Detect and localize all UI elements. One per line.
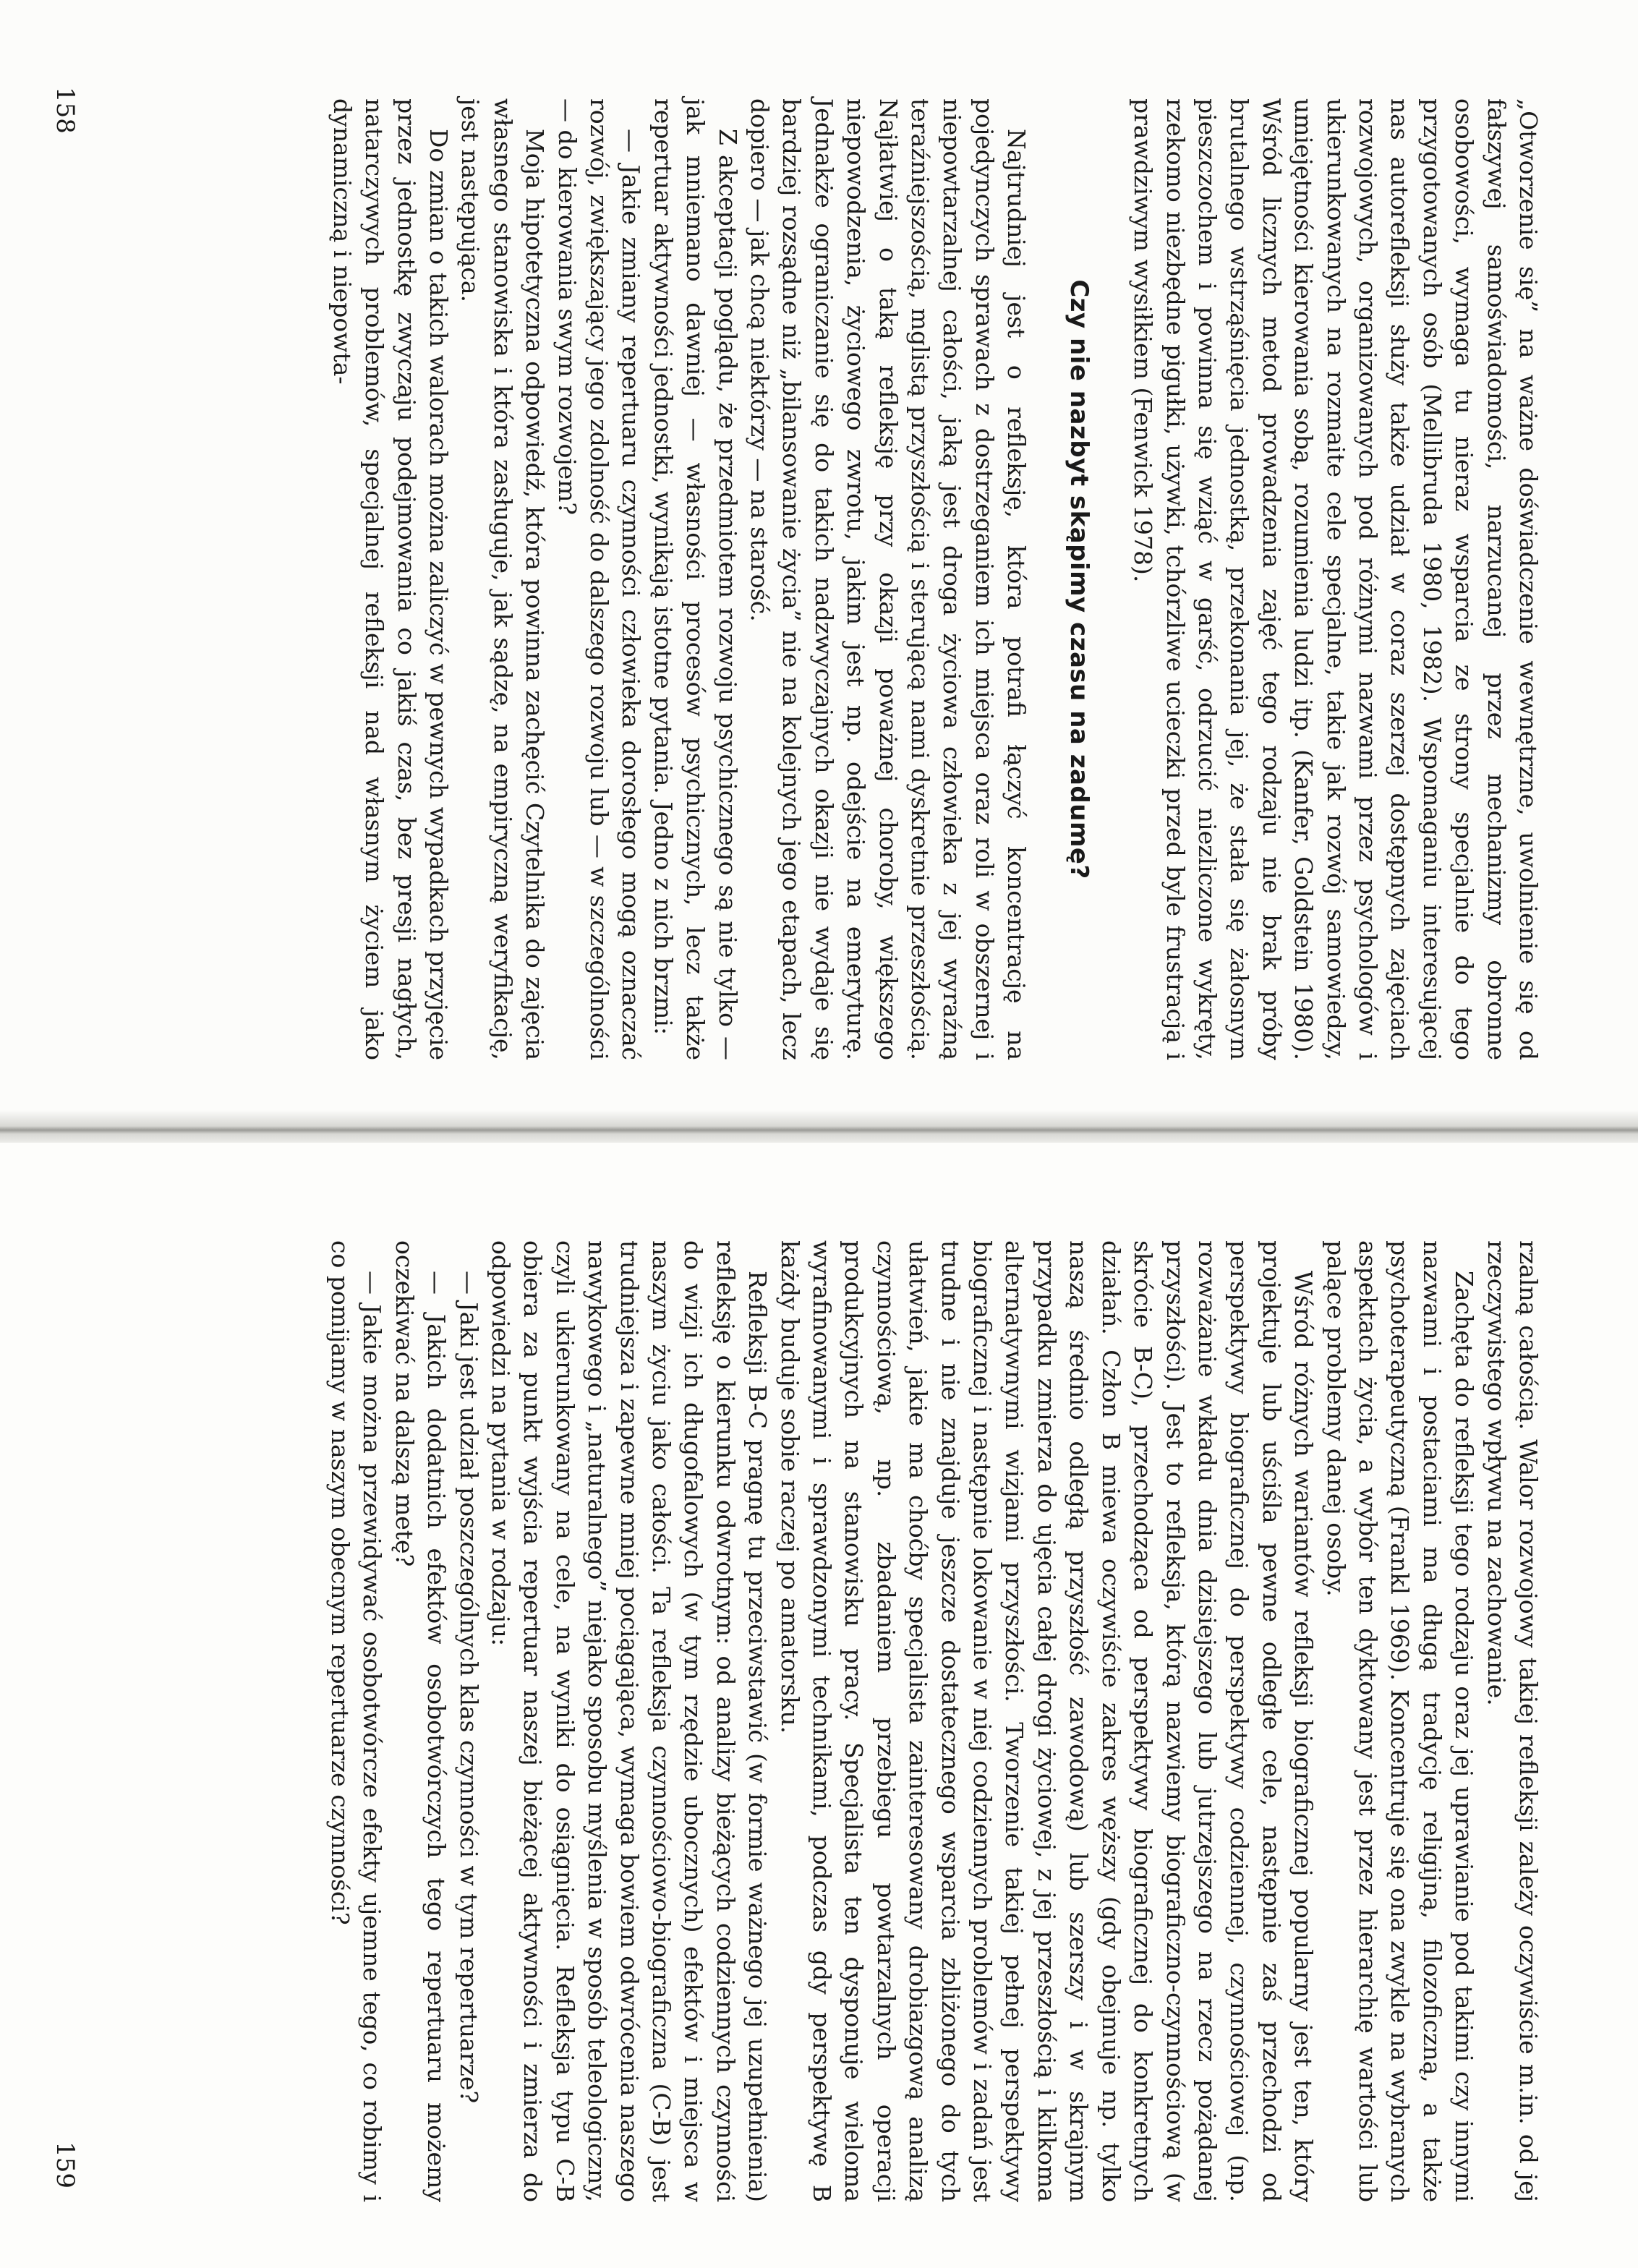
left-page-text [325,98,1544,1060]
question-paragraph: — Jakich dodatnich efektów osobotwórczych tego repertuaru możemy oczekiwać na dalszą metę? [390,1240,451,2202]
section-title: Czy nie nazbyt skąpimy czasu na zadumę? [1064,279,1093,879]
question-paragraph: — Jaki jest udział poszczególnych klas czynności w tym repertuarze? [454,1271,483,2104]
paragraph: Do zmian o takich walorach można zaliczyć w pewnych wypadkach przyjęcie przez jednostkę zwyczaju podejmowania co jakiś czas, bez presji nagłych, natarczywych problemów, specjalnej refleksji nad własnym życiem jako dynamiczną i niepowta- [328,98,453,1060]
paragraph: rzalną całością. Walor rozwojowy takiej refleksji zależy oczywiście m.in. od jej rzeczywistego wpływu na zachowanie. [1482,1240,1543,2202]
right-page-text [324,1240,1544,2202]
paragraph: „Otworzenie się” na ważne doświadczenie wewnętrzne, uwolnienie się od fałszywej samoświadomości, narzucanej przez mechanizmy obronne osobowości, wymaga tu nieraz wsparcia ze strony specjalnie do tego przygotowanych osób (Mellibruda 1980, 1982). Wspomaganiu interesującej nas autorefleksji służy także udział w coraz szerzej dostępnych zajęciach rozwojowych, organizowanych pod różnymi nazwami przez psychologów i ukierunkowanych na rozmaite cele specjalne, takie jak rozwój samowiedzy, umiejętności kierowania sobą, rozumienia ludzi itp. (Kanfer, Goldstein 1980). Wśród licznych metod prowadzenia zajęć tego rodzaju nie brak próby brutalnego wstrząśnięcia jednostką, przekonania jej, że stała się żałosnym pieszczochem i powinna się wziąć w garść, odrzucić niezliczone wykręty, rzekomo niezbędne pigułki, używki, tchórzliwe ucieczki przed byle frustracją i prawdziwym wysiłkiem (Fenwick 1978). [1129,98,1543,1060]
page-number: 159 [51,2141,80,2188]
paragraph: Refleksji B-C pragnę tu przeciwstawić (w formie ważnego jej uzupełnienia) refleksję o kierunku odwrotnym: od analizy bieżących codziennych czynności do wizji ich długofalowych (w tym rzędzie ubocznych) efektów i miejsca w naszym życiu jako całości. Ta refleksja czynnościowo-biograficzna (C-B) jest trudniejsza i zapewne mniej pociągająca, wymaga bowiem odwrócenia naszego nawykowego i „naturalnego” niejako sposobu myślenia w sposób teleologiczny, czyli ukierunkowany na cele, na wyniki do osiągnięcia. Refleksja typu C-B obiera za punkt wyjścia repertuar naszej bieżącej aktywności i zmierza do odpowiedzi na pytania w rodzaju: [487,1240,772,2202]
question-paragraph: — Jakie można przewidywać osobotwórcze efekty ujemne tego, co robimy i co pomijamy w naszym obecnym repertuarze czynności? [325,1240,387,2202]
right-page [0,1143,1638,2268]
paragraph: Zachęta do refleksji tego rodzaju oraz jej uprawianie pod takimi czy innymi nazwami i postaciami ma długą tradycję religijną, filozoficzną, a także psychoterapeutyczną (Frankl 1969). Koncentruje się ona zwykle na wybranych aspektach życia, a wybór ten dyktowany jest przez hierarchię wartości lub palące problemy danej osoby. [1321,1240,1479,2202]
paragraph: Moja hipotetyczna odpowiedź, która powinna zachęcić Czytelnika do zajęcia własnego stanowiska i która zasługuje, jak sądzę, na empiryczną weryfikację, jest następująca. [456,98,550,1060]
page-number: 158 [51,87,80,134]
paragraph: Z akceptacji poglądu, że przedmiotem rozwoju psychicznego są nie tylko — jak mniemano dawniej — własności procesów psychicznych, lecz także repertuar aktywności jednostki, wynikają istotne pytania. Jedno z nich brzmi: [649,98,742,1060]
question-paragraph: — Jakie zmiany repertuaru czynności człowieka dorosłego mogą oznaczać rozwój, zwiększający jego zdolność do dalszego rozwoju lub — w szczególności — do kierowania swym rozwojem? [553,98,646,1060]
paragraph: Najtrudniej jest o refleksję, która potrafi łączyć koncentrację na pojedynczych sprawach z dostrzeganiem ich miejsca oraz roli w obszernej i niepowtarzalnej całości, jaką jest droga życiowa człowieka z jej wyraźną teraźniejszością, mglistą przyszłością i sterującą nami dyskretnie przeszłością. Najłatwiej o taką refleksję przy okazji poważnej choroby, większego niepowodzenia, życiowego zwrotu, jakim jest np. odejście na emeryturę. Jednakże ograniczanie się do takich nadzwyczajnych okazji nie wydaje się bardziej rozsądne niż „bilansowanie życia” nie na kolejnych jego etapach, lecz dopiero — jak chcą niektórzy — na starość. [746,98,1031,1060]
paragraph: Wśród różnych wariantów refleksji biograficznej popularny jest ten, który projektuje lub uściśla pewne odległe cele, następnie zaś przechodzi od perspektywy biograficznej do perspektywy codziennej, czynnościowej (np. rozważanie wkładu dnia dzisiejszego lub jutrzejszego na rzecz pożądanej przyszłości). Jest to refleksja, którą nazwiemy biograficzno-czynnościową (w skrócie B-C), przechodząca od perspektywy biograficznej do konkretnych działań. Człon B miewa oczywiście zakres węższy (gdy obejmuje np. tylko naszą średnio odległą przyszłość zawodową) lub szerszy i w skrajnym przypadku zmierza do ujęcia całej drogi życiowej, z jej przeszłością i kilkoma alternatywnymi wizjami przyszłości. Tworzenie takiej pełnej perspektywy biograficznej i następnie lokowanie w niej codziennych problemów i zadań jest trudne i nie znajduje jeszcze dostatecznego wsparcia zbliżonego do tych ułatwień, jakie ma choćby specjalista zainteresowany drobiazgową analizą czynnościową, np. zbadaniem przebiegu powtarzalnych operacji produkcyjnych na stanowisku pracy. Specjalista ten dysponuje wieloma wyrafinowanymi i sprawdzonymi technikami, podczas gdy perspektywę B każdy buduje sobie raczej po amatorsku. [775,1240,1318,2202]
left-page [0,0,1638,1114]
